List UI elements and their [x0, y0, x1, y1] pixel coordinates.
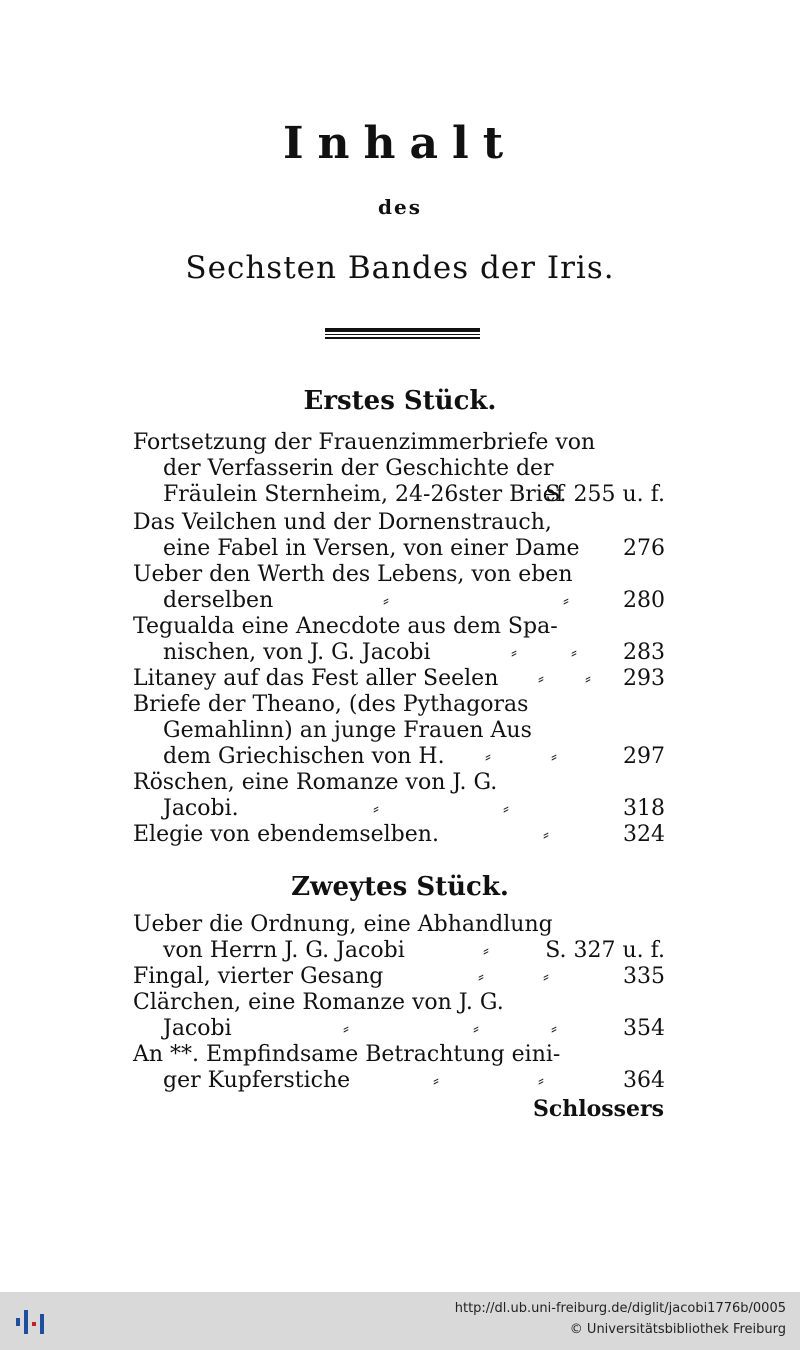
entry-line: Elegie von ebendemselben.: [133, 822, 439, 847]
entry-line: Das Veilchen und der Dornenstrauch,: [133, 510, 552, 535]
entry-line: Fräulein Sternheim, 24-26ster Brief: [163, 482, 564, 507]
entry-line-last: [133, 588, 665, 614]
entry-line-last: [133, 744, 665, 770]
entry-line: ger Kupferstiche: [163, 1068, 351, 1093]
page-number: 293: [623, 666, 665, 691]
entry-line-last: [133, 822, 665, 848]
entry-line: Tegualda eine Anecdote aus dem Spa-: [133, 614, 558, 639]
page-number: 283: [623, 640, 665, 665]
page-number: S. 255 u. f.: [545, 482, 665, 507]
entry-line: Jacobi: [163, 1016, 232, 1041]
entry-line: derselben: [163, 588, 274, 613]
entry-line-last: [133, 666, 665, 692]
entry-line: Fingal, vierter Gesang: [133, 964, 384, 989]
leader-mark: ⸗: [343, 1018, 349, 1039]
page-number: 276: [623, 536, 665, 561]
page-number: S. 327 u. f.: [545, 938, 665, 963]
toc-entry: [133, 770, 665, 822]
entry-line-last: [133, 536, 665, 562]
leader-mark: ⸗: [538, 1070, 544, 1091]
toc-entry: [133, 964, 665, 990]
page-title: Inhalt: [282, 118, 518, 169]
copyright-notice: © Universitätsbibliothek Freiburg: [569, 1322, 786, 1337]
entry-line: von Herrn J. G. Jacobi: [163, 938, 405, 963]
leader-mark: ⸗: [503, 798, 509, 819]
entry-line: Ueber den Werth des Lebens, von eben: [133, 562, 573, 587]
leader-mark: ⸗: [543, 966, 549, 987]
page-number: 354: [623, 1016, 665, 1041]
entry-line: dem Griechischen von H.: [163, 744, 445, 769]
decorative-rule: [325, 328, 480, 339]
toc-entry: [133, 912, 665, 964]
toc-entry: [133, 822, 665, 848]
page-subtitle: Sechsten Bandes der Iris.: [185, 250, 615, 286]
leader-mark: ⸗: [383, 590, 389, 611]
page-number: 297: [623, 744, 665, 769]
entry-line-last: [133, 640, 665, 666]
entry-line: der Verfasserin der Geschichte der: [163, 456, 554, 481]
leader-mark: ⸗: [483, 940, 489, 961]
viewer-footer: [0, 1292, 800, 1350]
leader-mark: ⸗: [478, 966, 484, 987]
leader-mark: ⸗: [551, 1018, 557, 1039]
leader-mark: ⸗: [543, 824, 549, 845]
leader-mark: ⸗: [485, 746, 491, 767]
entry-line: Ueber die Ordnung, eine Abhandlung: [133, 912, 553, 937]
page-number: 280: [623, 588, 665, 613]
entry-line: Fortsetzung der Frauenzimmerbriefe von: [133, 430, 596, 455]
leader-mark: ⸗: [433, 1070, 439, 1091]
page-number: 324: [623, 822, 665, 847]
library-logo-icon: [14, 1304, 50, 1338]
page-number: 318: [623, 796, 665, 821]
entry-line-last: [133, 1068, 665, 1094]
leader-mark: ⸗: [473, 1018, 479, 1039]
toc-entry: [133, 614, 665, 666]
entry-line-last: [133, 938, 665, 964]
toc-entry: [133, 666, 665, 692]
page-number: 335: [623, 964, 665, 989]
entry-line: eine Fabel in Versen, von einer Dame: [163, 536, 580, 561]
entry-line-last: [133, 482, 665, 508]
leader-mark: ⸗: [585, 668, 591, 689]
toc-entry: [133, 1042, 665, 1094]
entry-line-last: [133, 964, 665, 990]
toc-entry: [133, 510, 665, 562]
leader-mark: ⸗: [373, 798, 379, 819]
entry-line-last: [133, 796, 665, 822]
entry-line: Röschen, eine Romanze von J. G.: [133, 770, 498, 795]
leader-mark: ⸗: [571, 642, 577, 663]
section-heading-1: Erstes Stück.: [303, 386, 497, 416]
page-number: 364: [623, 1068, 665, 1093]
leader-mark: ⸗: [551, 746, 557, 767]
entry-line: Gemahlinn) an junge Frauen Aus: [163, 718, 532, 743]
entry-line: nischen, von J. G. Jacobi: [163, 640, 431, 665]
leader-mark: ⸗: [563, 590, 569, 611]
source-url[interactable]: http://dl.ub.uni-freiburg.de/diglit/jacobi1776b/0005: [454, 1301, 786, 1316]
toc-entry: [133, 430, 665, 508]
toc-entry: [133, 692, 665, 770]
entry-line-last: [133, 1016, 665, 1042]
leader-mark: ⸗: [511, 642, 517, 663]
title-connector: des: [378, 195, 422, 219]
toc-entry: [133, 990, 665, 1042]
entry-line: Litaney auf das Fest aller Seelen: [133, 666, 499, 691]
toc-entry: [133, 562, 665, 614]
entry-line: An **. Empfindsame Betrachtung eini-: [133, 1042, 561, 1067]
entry-line: Briefe der Theano, (des Pythagoras: [133, 692, 529, 717]
leader-mark: ⸗: [538, 668, 544, 689]
entry-line: Clärchen, eine Romanze von J. G.: [133, 990, 504, 1015]
entry-line: Jacobi.: [163, 796, 239, 821]
catchword: Schlossers: [532, 1096, 664, 1122]
section-heading-2: Zweytes Stück.: [291, 872, 509, 902]
